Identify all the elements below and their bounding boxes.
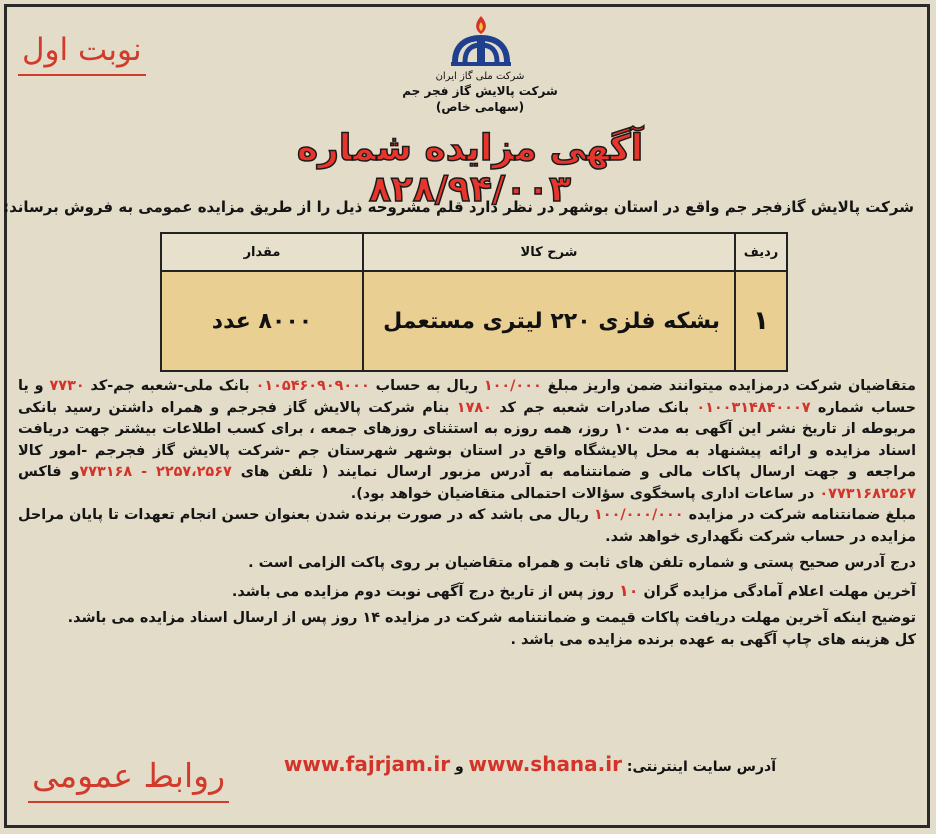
company-name — [360, 70, 600, 115]
paragraph-payment — [18, 376, 916, 505]
table-row — [161, 271, 787, 371]
cell-row-number: ۱ — [735, 271, 787, 371]
header-description: شرح کالا — [363, 233, 735, 271]
cell-description: بشکه فلزی ۲۲۰ لیتری مستعمل — [363, 271, 735, 371]
guarantee-amount: ۱۰۰/۰۰۰/۰۰۰ — [594, 507, 684, 523]
phone-numbers: ۲۲۵۷،۲۵۶۷ - ۷۷۳۱۶۸ — [79, 464, 232, 480]
website-link-fajrjam[interactable]: www.fajrjam.ir — [283, 752, 451, 776]
paragraph-envelope-deadline: توضیح اینکه آخرین مهلت دریافت پاکات قیمت و ضمانتنامه شرکت در مزایده ۱۴ روز پس از ارسال اسناد مزایده می باشد. — [67, 610, 916, 626]
header-row-number: ردیف — [735, 233, 787, 271]
paragraph-deadline — [18, 580, 916, 604]
company-line-1: شرکت ملی گاز ایران — [435, 71, 525, 82]
text-fragment: در ساعات اداری پاسخگوی سؤالات احتمالی متقاضیان خواهد بود). — [350, 485, 820, 502]
fax-number: ۰۷۷۳۱۶۸۲۵۶۷ — [819, 485, 916, 502]
website-link-shana[interactable]: www.shana.ir — [468, 752, 622, 776]
public-relations-stamp: روابط عمومی — [28, 756, 229, 803]
text-fragment: و یا حساب شماره — [18, 378, 916, 416]
deadline-days: ۱۰ — [618, 580, 639, 600]
text-fragment: ریال به حساب — [369, 378, 484, 394]
paragraph-costs: کل هزینه های چاپ آگهی به عهده برنده مزایده می باشد . — [510, 631, 916, 648]
website-line — [284, 752, 776, 776]
text-fragment: متقاضیان شرکت درمزایده میتوانند ضمن واریز مبلغ — [541, 378, 916, 394]
text-fragment: و فاکس — [18, 464, 80, 480]
goods-table — [160, 232, 788, 372]
header-quantity: مقدار — [161, 233, 363, 271]
paragraph-address: درج آدرس صحیح پستی و شماره تلفن های ثابت و همراه متقاضیان بر روی پاکت الزامی است . — [248, 555, 916, 571]
text-fragment: بنام شرکت پالایش گاز فجرجم و همراه داشتن رسید بانکی مربوطه از تاریخ نشر این آگهی به مدت ۱۰ روز، همه روزه به استثنای روزهای جمعه ، برای کسب اطلاعات بیشتر جهت دریافت اسناد مزایده و ارائه پیشنهاد به محل پالایشگاه واقع در استان بوشهر شهرستان جم -شرکت پالایش گاز فجرجم -امور کالا مراجعه و جهت ارسال پاکات مالی و ضمانتنامه به آدرس مزبور ارسال نمایند ( تلفن های — [18, 399, 916, 480]
text-fragment: ریال می باشد که در صورت برنده شدن بعنوان حسن انجام تعهدات تا پایان مراحل مزایده در حساب شرکت نگهداری خواهد شد. — [18, 507, 916, 545]
paragraph-guarantee — [18, 505, 916, 548]
auction-title: آگهی مزایده شماره ۸۲۸/۹۴/۰۰۳ — [296, 128, 644, 210]
website-label: آدرس سایت اینترنتی: — [621, 759, 776, 775]
intro-text: شرکت پالایش گازفجر جم واقع در استان بوشهر در نظر دارد قلم مشروحه ذیل را از طریق مزایده عمومی به فروش برساند: — [3, 198, 914, 216]
text-fragment: بانک صادرات شعبه جم کد — [491, 399, 697, 416]
first-round-stamp: نوبت اول — [18, 32, 146, 76]
nigc-logo-icon — [441, 12, 521, 70]
cell-quantity: ۸۰۰۰ عدد — [161, 271, 363, 371]
text-fragment: بانک ملی-شعبه جم-کد — [84, 378, 256, 394]
table-header-row — [161, 233, 787, 271]
branch-code-melli: ۷۷۳۰ — [49, 378, 85, 394]
company-line-3: (سهامی خاص) — [435, 100, 525, 114]
branch-code-saderat: ۱۷۸۰ — [456, 399, 492, 416]
company-line-2: شرکت پالایش گاز فجر جم — [402, 84, 558, 98]
deposit-amount: ۱۰۰/۰۰۰ — [483, 378, 542, 394]
conditions-text — [18, 376, 916, 651]
text-fragment: آخرین مهلت اعلام آمادگی مزایده گران — [638, 583, 916, 600]
website-joiner: و — [450, 759, 464, 775]
text-fragment: مبلغ ضمانتنامه شرکت در مزایده — [683, 507, 916, 523]
account-number-saderat: ۰۱۰۰۳۱۴۸۴۰۰۰۷ — [696, 399, 811, 416]
account-number-melli: ۰۱۰۵۴۶۰۹۰۹۰۰۰ — [255, 378, 370, 394]
text-fragment: روز پس از تاریخ درج آگهی نوبت دوم مزایده می باشد. — [231, 583, 619, 600]
